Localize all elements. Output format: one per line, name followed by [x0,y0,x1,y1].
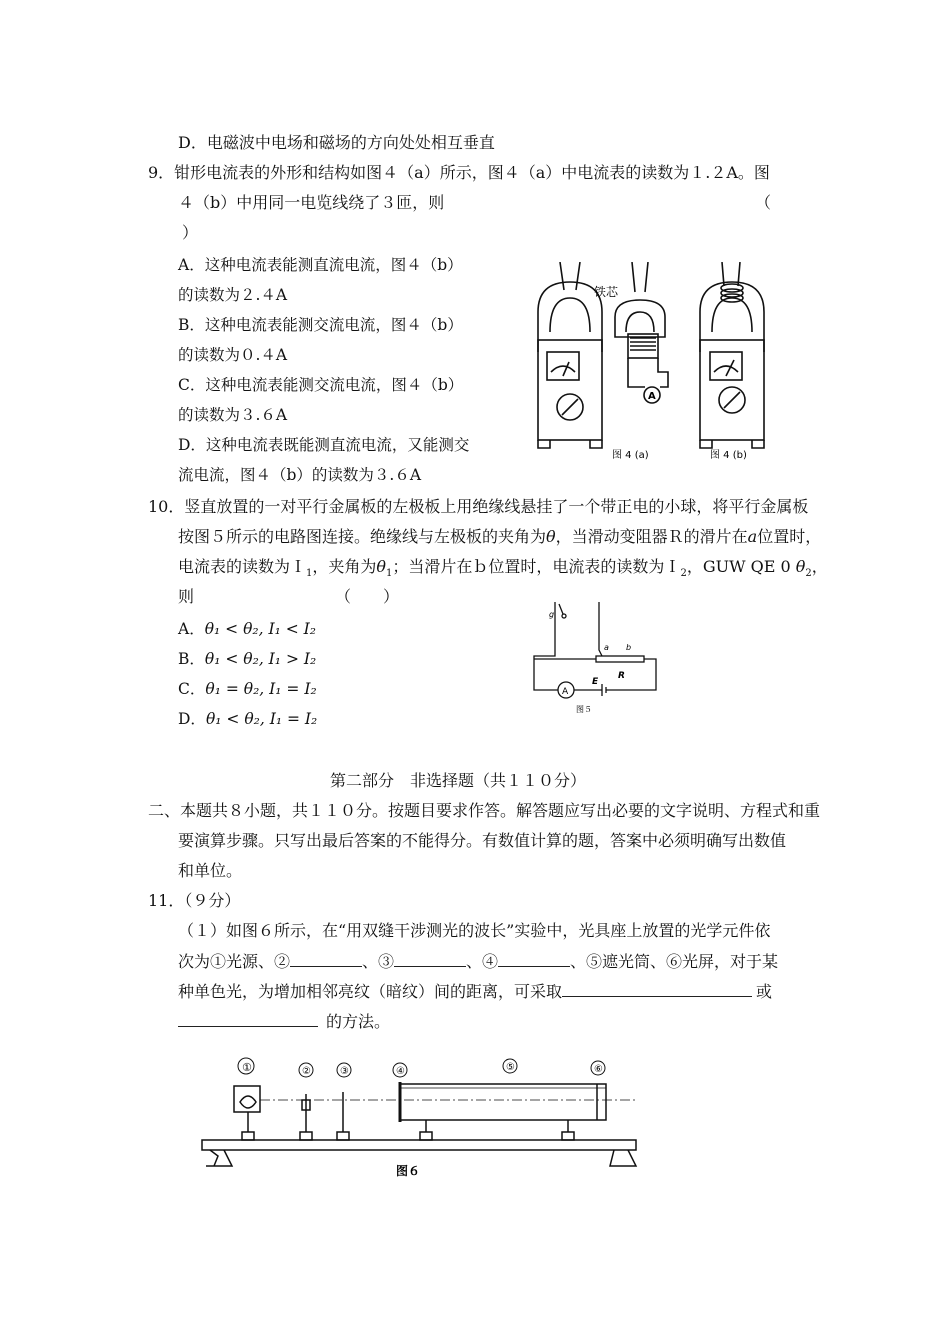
q10-stem-line4: 则 [178,587,195,606]
fig5-b-label: b [626,643,632,652]
blank-element-3[interactable] [394,950,466,967]
q9-option-c-line2: 的读数为３.６A [178,406,288,424]
q9-answer-paren-open: （ [755,193,772,212]
q11-part1-line2: 次为①光源、② 、③ 、④ 、⑤遮光筒、⑥光屏，对于某 [178,952,779,971]
fig6-num-4: ④ [396,1066,405,1077]
q9-answer-paren-close: ） [182,223,199,242]
q9-option-c-line1: C．这种电流表能测交流电流，图４（b） [178,376,464,394]
fig6-caption: 图６ [396,1164,421,1178]
q9-option-a-line2: 的读数为２.４A [178,286,288,304]
fig4b-caption: 图 4 (b) [710,450,747,461]
figure-4-clamp-meters [520,262,770,467]
fig6-num-6: ⑥ [594,1064,603,1075]
part2-intro-line3: 和单位。 [178,861,243,880]
q10-stem-line1: 10．竖直放置的一对平行金属板的左极板上用绝缘线悬挂了一个带正电的小球，将平行金属板 [148,497,809,516]
q11-part1-line1: （１）如图６所示，在“用双缝干涉测光的波长”实验中，光具座上放置的光学元件依 [178,921,771,940]
q9-stem-line2: ４（b）中用同一电览线绕了３匝，则 [178,193,445,212]
blank-method-2[interactable] [178,1010,318,1027]
q9-option-d-line1: D．这种电流表既能测直流电流，又能测交 [178,436,470,454]
fig5-e-label: E [592,677,599,687]
q10-stem-line3: 电流表的读数为Ｉ$_1$，夹角为$\theta_1$；当滑片在ｂ位置时，电流表的读数为Ｉ$_2$，GUW QE 0 $\theta_2$， [178,557,828,580]
part2-intro-line1: 二、本题共８小题，共１１０分。按题目要求作答。解答题应写出必要的文字说明、方程式和重 [148,801,821,820]
q10-stem-line2: 按图５所示的电路图连接。绝缘线与左极板的夹角为θ，当滑动变阻器Ｒ的滑片在a位置时， [178,527,822,546]
fig4-ammeter-label: A [648,391,656,402]
q11-heading: 11．（９分） [148,891,241,910]
fig6-num-1: ① [242,1061,252,1074]
q9-option-b-line1: B．这种电流表能测交流电流，图４（b） [178,316,463,334]
q10-option-d: D．θ₁ < θ₂, I₁ = I₂ [178,710,318,728]
blank-method-1[interactable] [562,980,752,997]
q11-part1-line3: 种单色光，为增加相邻亮纹（暗纹）间的距离，可采取 或 [178,982,773,1001]
blank-element-4[interactable] [498,950,570,967]
q9-stem-line1: 9．钳形电流表的外形和结构如图４（a）所示，图４（a）中电流表的读数为１.２A。图 [148,163,770,182]
part2-intro-line2: 要演算步骤。只写出最后答案的不能得分。有数值计算的题，答案中必须明确写出数值 [178,831,787,850]
q10-option-b: B．θ₁ < θ₂, I₁ > I₂ [178,650,317,668]
fig5-ammeter-label: A [562,687,569,697]
q10-option-c: C．θ₁ = θ₂, I₁ = I₂ [178,680,317,698]
blank-element-2[interactable] [290,950,362,967]
theta-symbol: θ [546,527,556,546]
fig5-caption: 图５ [576,705,592,714]
fig5-r-label: R [618,671,625,681]
q11-part1-line4: 的方法。 [178,1010,390,1033]
figure-5-circuit [528,600,663,718]
fig6-num-5: ⑤ [506,1062,515,1073]
position-a-symbol: a [747,527,758,546]
fig4a-caption: 图 4 (a) [612,450,649,461]
fig5-a-label: a [604,643,609,652]
fig4-core-label: 铁芯 [594,285,619,299]
fig6-num-2: ② [302,1066,311,1077]
q8-option-d: D．电磁波中电场和磁场的方向处处相互垂直 [178,133,495,152]
q9-option-a-line1: A．这种电流表能测直流电流，图４（b） [178,256,463,274]
figure-6-optical-bench [196,1052,642,1182]
fig5-g-label: g [549,610,555,619]
q9-option-b-line2: 的读数为０.４A [178,346,288,364]
fig6-num-3: ③ [340,1066,349,1077]
q10-option-a: A．θ₁ < θ₂, I₁ < I₂ [178,620,317,638]
q9-option-d-line2: 流电流，图４（b）的读数为３.６A [178,466,422,484]
q10-answer-paren: （ ） [335,587,400,606]
part2-title: 第二部分 非选择题（共１１０分） [330,771,587,790]
